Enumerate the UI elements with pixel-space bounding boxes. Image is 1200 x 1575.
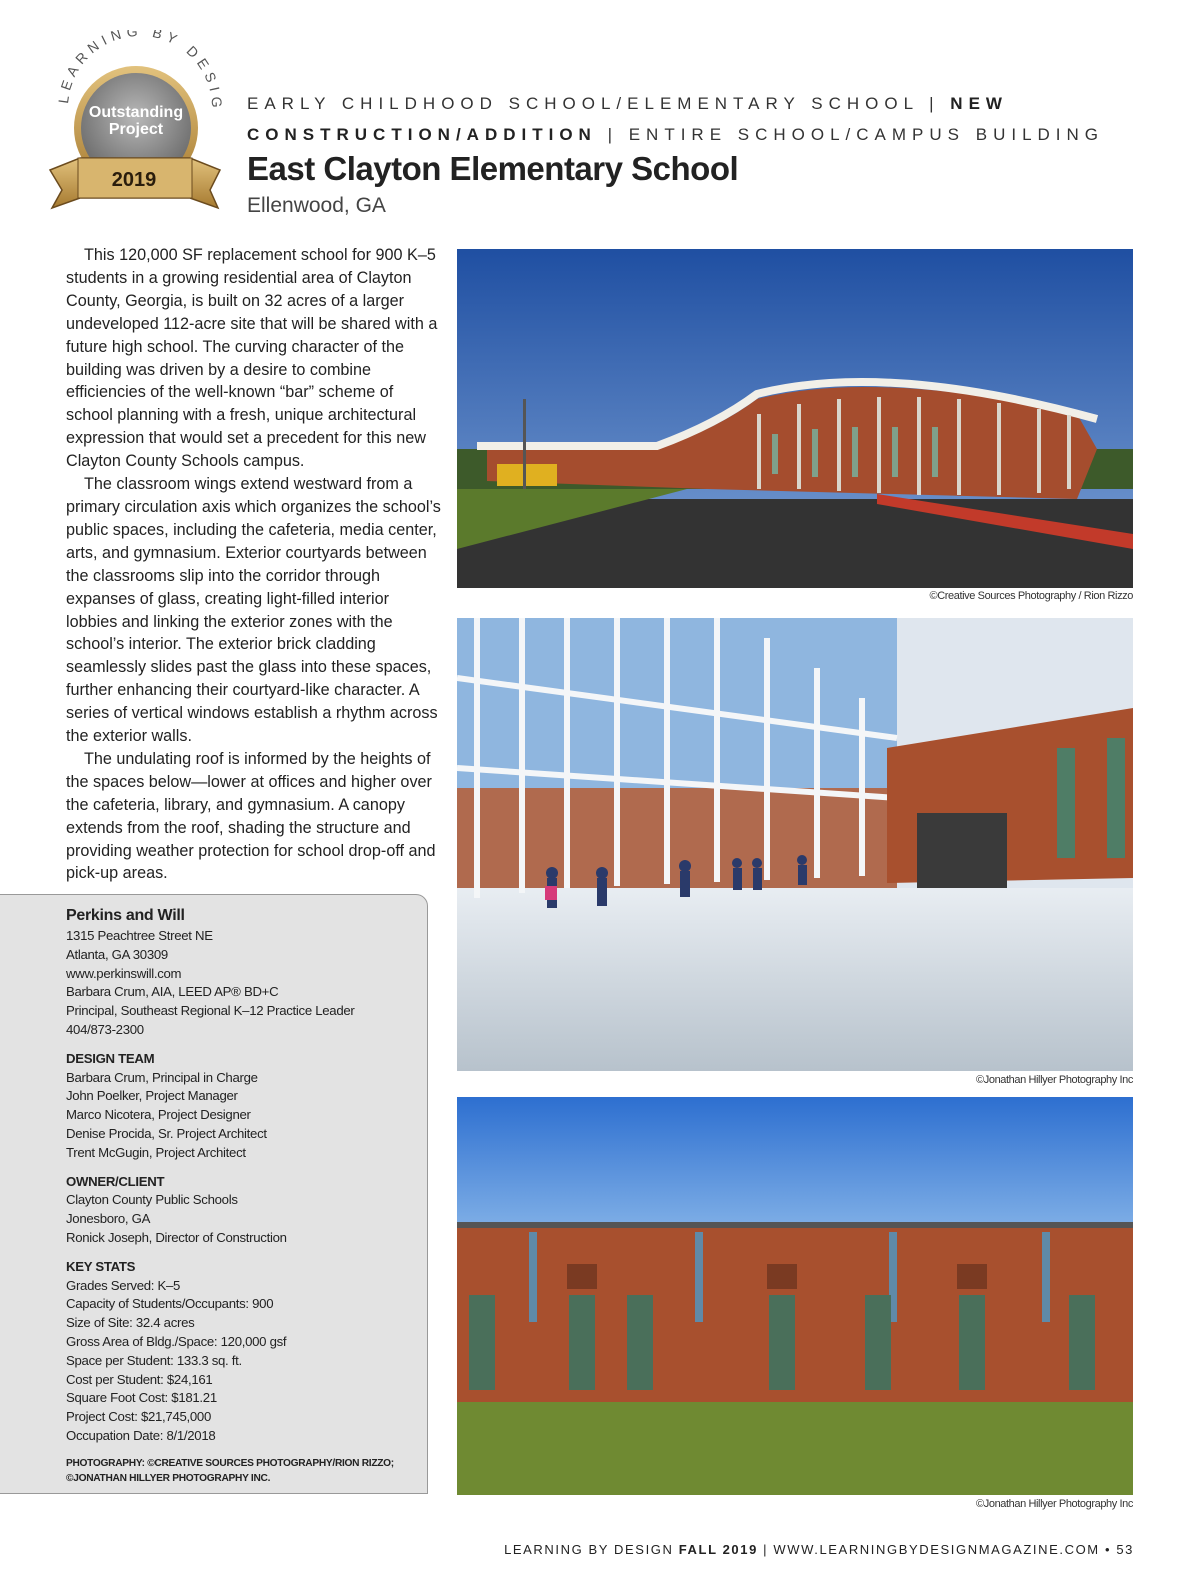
stat-line: Occupation Date: 8/1/2018	[66, 1427, 216, 1443]
design-team-list	[66, 1069, 426, 1163]
project-info-content	[66, 905, 426, 1486]
firm-line: 1315 Peachtree Street NE	[66, 928, 213, 943]
stat-line: Capacity of Students/Occupants: 900	[66, 1296, 274, 1312]
article-body	[66, 244, 441, 885]
page-title: East Clayton Elementary School	[247, 150, 739, 187]
footer-url-link[interactable]: WWW.LEARNINGBYDESIGNMAGAZINE.COM	[773, 1542, 1100, 1557]
paragraph-3: The undulating roof is informed by the heights of the spaces below—lower at offices and higher over the cafeteria, library, and gymnasium. A canopy extends from the roof, shading the structure and providing weather protection for school drop-off and pick-up areas.	[66, 749, 436, 883]
photography-credit	[66, 1456, 426, 1486]
firm-line: Barbara Crum, AIA, LEED AP® BD+C	[66, 984, 279, 1000]
photography-credit-line: ©JONATHAN HILLYER PHOTOGRAPHY INC.	[66, 1472, 271, 1484]
paragraph-1: This 120,000 SF replacement school for 900 K–5 students in a growing residential area of Clayton County, Georgia, is built on 32 acres of a larger undeveloped 112-acre site that will be shared with a future high school. The curving character of the building was driven by a desire to combine efficiencies of the well-known “bar” scheme of school planning with a fresh, unique architectural expression that would set a precedent for this new Clayton County Schools campus.	[66, 246, 438, 471]
firm-line: Atlanta, GA 30309	[66, 946, 168, 962]
owner-heading: OWNER/CLIENT	[66, 1173, 165, 1189]
category-part-d: | ENTIRE SCHOOL/CAMPUS BUILDING	[607, 125, 1105, 144]
stat-line: Square Foot Cost: $181.21	[66, 1390, 217, 1406]
firm-phone: 404/873-2300	[66, 1021, 144, 1037]
key-stats-heading: KEY STATS	[66, 1258, 136, 1274]
footer-bullet: •	[1104, 1542, 1112, 1557]
photo-exterior-curved-canopy	[457, 249, 1133, 588]
award-medal-icon	[40, 30, 240, 220]
project-location: Ellenwood, GA	[247, 194, 386, 217]
stat-line: Gross Area of Bldg./Space: 120,000 gsf	[66, 1333, 287, 1349]
page-footer	[504, 1542, 1134, 1557]
photo2-credit: ©Jonathan Hillyer Photography Inc	[976, 1074, 1133, 1086]
photography-credit-line: PHOTOGRAPHY: ©CREATIVE SOURCES PHOTOGRAPHY/RION RIZZO;	[66, 1457, 394, 1469]
badge-line1: Outstanding	[88, 104, 184, 121]
photo-interior-corridor	[457, 618, 1133, 1071]
stat-line: Cost per Student: $24,161	[66, 1371, 213, 1387]
owner-line: Ronick Joseph, Director of Construction	[66, 1229, 287, 1245]
firm-name: Perkins and Will	[66, 907, 185, 924]
firm-line: Principal, Southeast Regional K–12 Practice Leader	[66, 1003, 355, 1019]
category-part-c: CONSTRUCTION/ADDITION	[247, 125, 597, 144]
design-team-member: Barbara Crum, Principal in Charge	[66, 1069, 258, 1085]
project-category	[247, 88, 1147, 150]
firm-details	[66, 927, 426, 1040]
footer-issue: FALL 2019	[678, 1542, 758, 1557]
stat-line: Space per Student: 133.3 sq. ft.	[66, 1352, 242, 1368]
stat-line: Size of Site: 32.4 acres	[66, 1315, 195, 1331]
design-team-member: John Poelker, Project Manager	[66, 1088, 238, 1104]
owner-list	[66, 1191, 426, 1247]
owner-line: Clayton County Public Schools	[66, 1192, 238, 1208]
design-team-member: Trent McGugin, Project Architect	[66, 1144, 246, 1160]
footer-separator: |	[763, 1542, 769, 1557]
category-part-b: NEW	[950, 94, 1008, 113]
page-number: 53	[1116, 1542, 1134, 1557]
photo3-credit: ©Jonathan Hillyer Photography Inc	[976, 1498, 1133, 1510]
photo1-credit: ©Creative Sources Photography / Rion Rizzo	[929, 590, 1133, 602]
stat-line: Project Cost: $21,745,000	[66, 1409, 211, 1425]
key-stats-list	[66, 1277, 426, 1446]
firm-website-link[interactable]: www.perkinswill.com	[66, 965, 182, 981]
badge-line2: Project	[108, 121, 164, 138]
badge-arc-text: LEARNING BY DESIG	[54, 30, 226, 113]
design-team-member: Marco Nicotera, Project Designer	[66, 1107, 251, 1123]
category-part-a: EARLY CHILDHOOD SCHOOL/ELEMENTARY SCHOOL |	[247, 94, 940, 113]
design-team-heading: DESIGN TEAM	[66, 1050, 155, 1066]
badge-year: 2019	[111, 169, 157, 191]
design-team-member: Denise Procida, Sr. Project Architect	[66, 1125, 267, 1141]
footer-magazine: LEARNING BY DESIGN	[504, 1542, 674, 1557]
photo-exterior-brick-wall	[457, 1097, 1133, 1495]
paragraph-2: The classroom wings extend westward from a primary circulation axis which organizes the school’s public spaces, including the cafeteria, media center, arts, and gymnasium. Exterior courtyards between the classrooms slip into the corridor through expanses of glass, creating light-filled interior lobbies and linking the exterior zones with the school’s interior. The exterior brick cladding seamlessly slides past the glass into these spaces, further enhancing their courtyard-like character. A series of vertical windows establish a rhythm across the exterior walls.	[66, 475, 441, 746]
owner-line: Jonesboro, GA	[66, 1211, 151, 1227]
stat-line: Grades Served: K–5	[66, 1277, 181, 1293]
award-badge	[40, 30, 240, 220]
